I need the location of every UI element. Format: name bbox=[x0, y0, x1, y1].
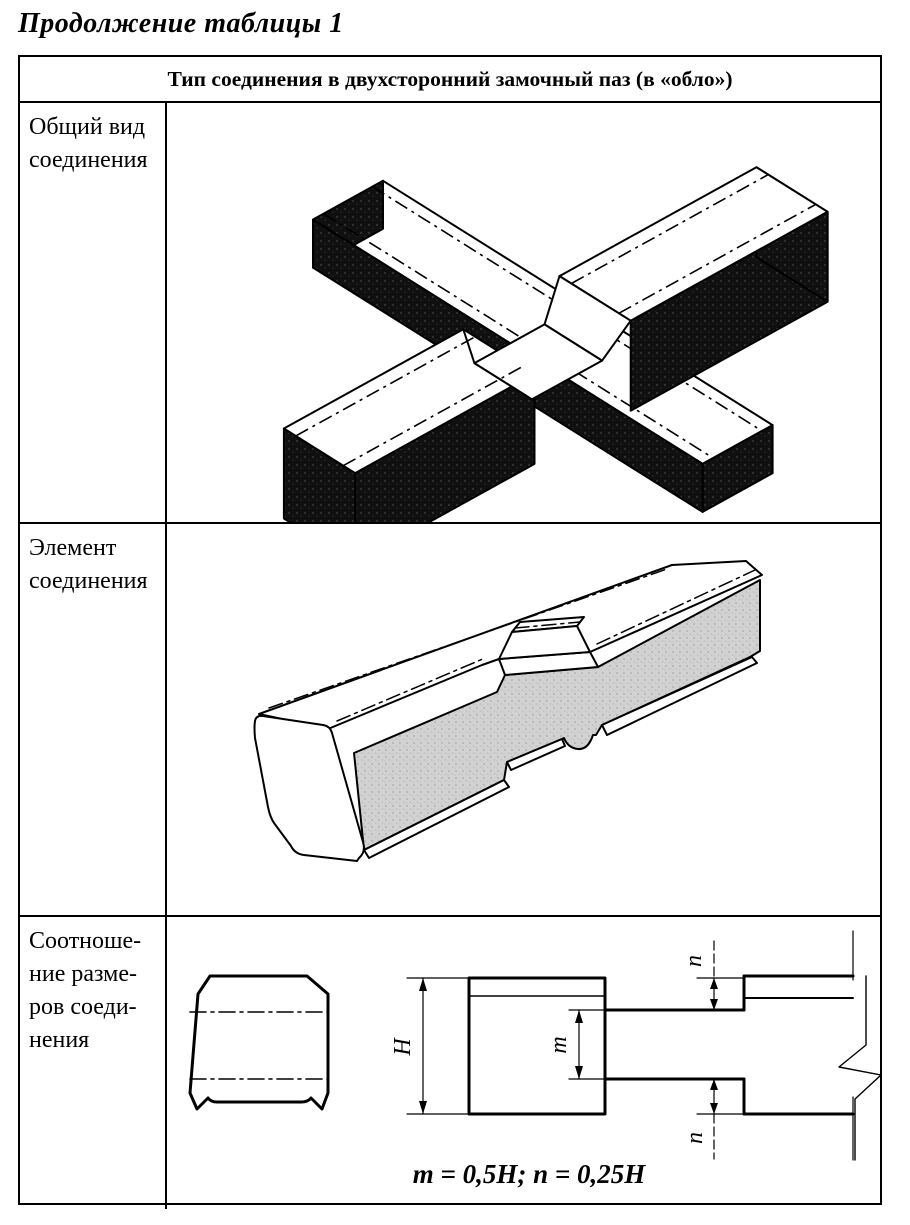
table-row-element bbox=[20, 524, 880, 917]
table-header-text: Тип соединения в двухсторонний замочный паз (в «обло») bbox=[167, 66, 733, 91]
row-label-general-view bbox=[20, 103, 167, 522]
dim-label-n-bottom: n bbox=[682, 1132, 708, 1144]
dimension-drawing bbox=[167, 917, 880, 1209]
row-label-element bbox=[20, 524, 167, 915]
label-line: ров соеди- bbox=[29, 994, 137, 1020]
table-row-dimensions bbox=[20, 917, 880, 1209]
dim-label-m: m bbox=[546, 1036, 572, 1054]
dimension-formula: m = 0,5H; n = 0,25H bbox=[412, 1159, 646, 1189]
label-line: соединения bbox=[29, 568, 148, 594]
figure-element bbox=[167, 524, 880, 915]
dim-label-H: H bbox=[390, 1038, 416, 1056]
label-line: нения bbox=[29, 1027, 90, 1053]
label-line: ние разме- bbox=[29, 961, 137, 987]
label-line: Элемент bbox=[29, 535, 117, 561]
table-row-general-view bbox=[20, 103, 880, 524]
element-drawing bbox=[167, 524, 880, 915]
figure-dimensions bbox=[167, 917, 880, 1209]
joint-table bbox=[18, 55, 882, 1205]
page-title: Продолжение таблицы 1 bbox=[18, 8, 344, 39]
label-line: Общий вид bbox=[29, 114, 146, 140]
figure-general-view bbox=[167, 103, 880, 522]
label-line: соединения bbox=[29, 147, 148, 173]
label-line: Соотноше- bbox=[29, 928, 142, 954]
dim-label-n-top: n bbox=[681, 955, 707, 967]
table-header-cell bbox=[20, 57, 880, 103]
row-label-dimensions bbox=[20, 917, 167, 1209]
cross-joint-drawing bbox=[167, 103, 880, 522]
